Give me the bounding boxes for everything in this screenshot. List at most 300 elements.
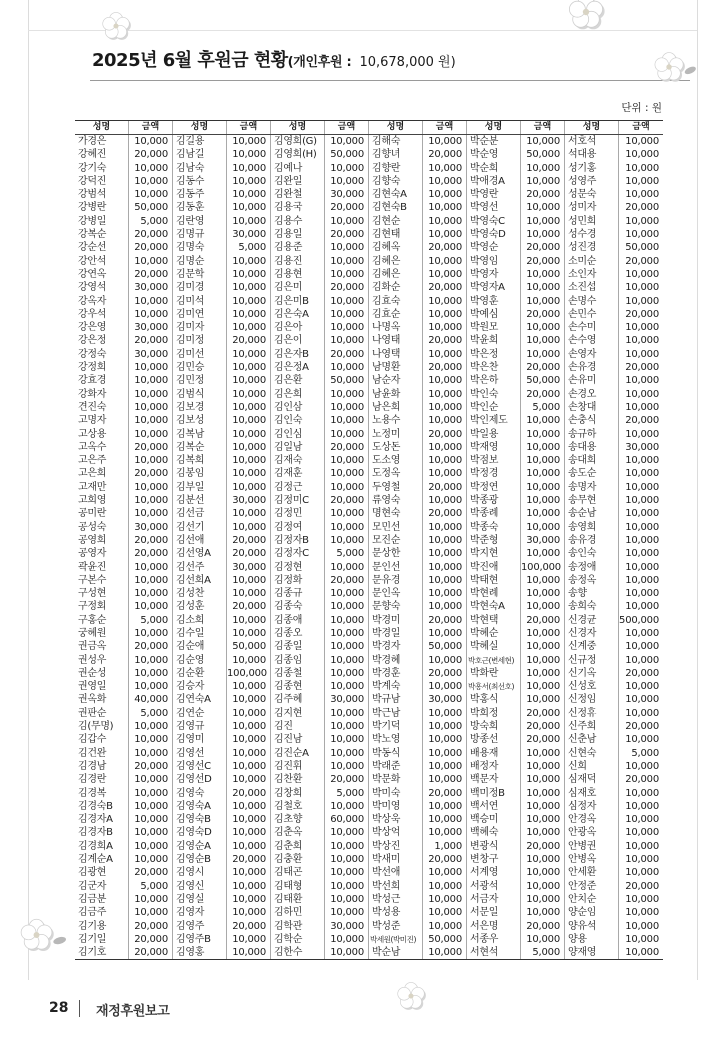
donor-name: 김순환 — [173, 667, 227, 680]
donation-amount: 10,000 — [625, 867, 659, 879]
donor-name: 김경희A — [75, 840, 129, 853]
donor-name: 강안석 — [75, 255, 129, 268]
donor-name: 박점보 — [467, 454, 521, 467]
donation-amount: 20,000 — [521, 255, 565, 268]
donor-name: 김금주 — [75, 906, 129, 919]
donor-name: 남윤화 — [369, 388, 423, 401]
donation-amount: 10,000 — [423, 654, 467, 667]
donor-name: 박애경A — [467, 175, 521, 188]
table-row — [75, 401, 663, 414]
donor-name: 김영희(H) — [271, 148, 325, 161]
donation-amount: 10,000 — [227, 414, 271, 427]
donation-amount: 10,000 — [325, 414, 369, 427]
donor-name: 양재영 — [565, 946, 619, 959]
donation-amount: 10,000 — [521, 334, 565, 347]
donation-amount: 10,000 — [423, 534, 467, 547]
donor-name: 김승자 — [173, 680, 227, 693]
donation-amount: 10,000 — [625, 282, 659, 294]
table-row — [75, 215, 663, 228]
donation-amount: 10,000 — [521, 693, 565, 706]
donor-name: 공영희 — [75, 534, 129, 547]
donation-amount: 10,000 — [227, 135, 271, 148]
donation-amount: 10,000 — [129, 255, 173, 268]
donation-amount: 10,000 — [625, 348, 659, 360]
donation-amount: 30,000 — [325, 188, 369, 201]
donation-amount: 5,000 — [227, 241, 271, 254]
donation-amount: 20,000 — [423, 241, 467, 254]
donation-amount: 10,000 — [625, 175, 659, 187]
donor-name: 박성준 — [369, 920, 423, 933]
donation-amount: 10,000 — [227, 747, 271, 760]
donor-name: 송정옥 — [565, 574, 619, 587]
donor-name: 박경혜 — [369, 654, 423, 667]
donation-amount: 10,000 — [325, 840, 369, 853]
donor-name: 송영희 — [565, 521, 619, 534]
donor-name: 김현숙A — [369, 188, 423, 201]
donor-name: 김경남 — [75, 760, 129, 773]
donation-amount: 20,000 — [423, 614, 467, 627]
donor-name: 박현례 — [467, 587, 521, 600]
donor-name: 김영순B — [173, 853, 227, 866]
donation-amount: 10,000 — [521, 906, 565, 919]
donor-name: 박종광 — [467, 494, 521, 507]
donation-amount: 10,000 — [423, 760, 467, 773]
donor-name: 박혜실 — [467, 640, 521, 653]
donor-name: 김한수 — [271, 946, 325, 959]
flower-decoration-icon — [566, 0, 606, 32]
donation-amount: 10,000 — [325, 295, 369, 308]
donor-name: 김은환 — [271, 374, 325, 387]
header-name-cell: 성명 — [173, 121, 227, 134]
donor-name: 궁혜원 — [75, 627, 129, 640]
donor-name: 박혜순 — [467, 627, 521, 640]
donor-name: 명현숙 — [369, 507, 423, 520]
donation-amount: 10,000 — [227, 148, 271, 161]
donation-amount: 10,000 — [521, 547, 565, 560]
unit-label: 단위 : 원 — [621, 102, 662, 114]
donation-amount: 10,000 — [625, 920, 659, 932]
donation-amount: 10,000 — [129, 680, 173, 693]
donation-amount: 10,000 — [423, 747, 467, 760]
donor-name: 고재만 — [75, 481, 129, 494]
donation-amount: 20,000 — [625, 308, 659, 320]
table-row — [75, 428, 663, 441]
donor-name: 가경은 — [75, 135, 129, 148]
donor-name: 박노영 — [369, 733, 423, 746]
donor-name: 강은정 — [75, 334, 129, 347]
donation-amount: 10,000 — [325, 401, 369, 414]
donation-amount: 10,000 — [227, 295, 271, 308]
donor-name: 송명자 — [565, 481, 619, 494]
donation-amount: 20,000 — [325, 281, 369, 294]
donor-name: 신희 — [565, 760, 619, 773]
table-row — [75, 920, 663, 933]
donor-name: 김창희 — [271, 787, 325, 800]
donor-name: 박재영 — [467, 441, 521, 454]
donor-name: 나명옥 — [369, 321, 423, 334]
donor-name: 박순분 — [467, 135, 521, 148]
donation-amount: 30,000 — [227, 561, 271, 574]
donor-name: 박동식 — [369, 747, 423, 760]
donor-name: 강병일 — [75, 215, 129, 228]
table-row — [75, 135, 663, 148]
donor-name: 소인자 — [565, 268, 619, 281]
donor-name: 곽윤진 — [75, 561, 129, 574]
donation-amount: 20,000 — [325, 574, 369, 587]
donor-name: 김동훈 — [173, 201, 227, 214]
donor-name: 김완일 — [271, 175, 325, 188]
donor-name: 서현석 — [467, 946, 521, 959]
donor-name: 문향숙 — [369, 600, 423, 613]
donor-name: 박예심 — [467, 308, 521, 321]
donation-amount: 30,000 — [129, 521, 173, 534]
donation-amount: 20,000 — [423, 281, 467, 294]
donation-amount: 10,000 — [325, 760, 369, 773]
donor-name: 두영철 — [369, 481, 423, 494]
donor-name: 김재숙 — [271, 454, 325, 467]
donor-name: 김갑수 — [75, 733, 129, 746]
donation-amount: 10,000 — [129, 600, 173, 613]
donor-name: 김선영A — [173, 547, 227, 560]
donor-name: 김영신 — [173, 880, 227, 893]
donor-name: 손충식 — [565, 414, 619, 427]
donation-amount: 10,000 — [423, 813, 467, 826]
donor-name: 김혜은 — [369, 268, 423, 281]
donation-amount: 100,000 — [227, 667, 271, 680]
donation-amount: 20,000 — [521, 241, 565, 254]
donor-name: 신정임 — [565, 693, 619, 706]
donor-name: 남명환 — [369, 361, 423, 374]
donor-name: 박영임 — [467, 255, 521, 268]
donor-name: 김건완 — [75, 747, 129, 760]
donor-name: 남은희 — [369, 401, 423, 414]
header-name-cell: 성명 — [75, 121, 129, 134]
table-row — [75, 494, 663, 507]
donor-name: 박미숙 — [369, 787, 423, 800]
donation-amount: 20,000 — [227, 547, 271, 560]
donation-amount: 10,000 — [423, 201, 467, 214]
donor-name: 김용수 — [271, 215, 325, 228]
donation-amount: 10,000 — [129, 574, 173, 587]
donor-name: 김용준 — [271, 241, 325, 254]
donation-amount: 10,000 — [423, 175, 467, 188]
donation-amount: 20,000 — [423, 428, 467, 441]
donor-name: 김복희 — [173, 454, 227, 467]
donor-name: 김철호 — [271, 800, 325, 813]
donor-name: 성진경 — [565, 241, 619, 254]
donor-name: 김영숙B — [173, 813, 227, 826]
donor-name: 김연숙A — [173, 693, 227, 706]
donor-name: 박상욱 — [369, 813, 423, 826]
donor-name: 박세원(박미진) — [369, 933, 423, 946]
donor-name: 박일용 — [467, 428, 521, 441]
donor-name: 박인숙 — [467, 388, 521, 401]
header-amount-cell: 금액 — [632, 122, 650, 132]
donor-name: 박정경 — [467, 467, 521, 480]
donation-amount: 10,000 — [227, 946, 271, 959]
donation-amount: 10,000 — [625, 335, 659, 347]
table-row — [75, 760, 663, 773]
donation-amount: 30,000 — [129, 321, 173, 334]
donation-amount: 10,000 — [129, 826, 173, 839]
donor-name: 김예나 — [271, 162, 325, 175]
donation-amount: 20,000 — [521, 308, 565, 321]
donor-name: 김민승 — [173, 361, 227, 374]
donation-amount: 50,000 — [227, 640, 271, 653]
table-row — [75, 388, 663, 401]
donation-amount: 10,000 — [625, 707, 659, 719]
donor-name: 김선애 — [173, 534, 227, 547]
donor-name: 구본수 — [75, 574, 129, 587]
donation-amount: 20,000 — [423, 481, 467, 494]
donation-amount: 10,000 — [129, 175, 173, 188]
donor-name: 김경복 — [75, 787, 129, 800]
donor-name: 김선주 — [173, 561, 227, 574]
table-row — [75, 521, 663, 534]
donation-amount: 10,000 — [227, 255, 271, 268]
donor-name: 남순자 — [369, 374, 423, 387]
donor-name: 강옥자 — [75, 295, 129, 308]
donor-name: 김영규 — [173, 720, 227, 733]
donation-amount: 10,000 — [423, 228, 467, 241]
donation-amount: 50,000 — [423, 933, 467, 946]
donor-name: 박화란 — [467, 667, 521, 680]
donation-amount: 10,000 — [325, 893, 369, 906]
donation-amount: 10,000 — [325, 853, 369, 866]
donor-name: 김영자 — [173, 906, 227, 919]
donor-name: 김일남 — [271, 441, 325, 454]
donor-name: 김금분 — [75, 893, 129, 906]
donation-amount: 10,000 — [521, 773, 565, 786]
donor-name: 송도순 — [565, 467, 619, 480]
donation-amount: 30,000 — [521, 534, 565, 547]
donation-amount: 10,000 — [625, 136, 659, 147]
donor-name: 강복순 — [75, 228, 129, 241]
donor-name: 김정자B — [271, 534, 325, 547]
donation-amount: 10,000 — [521, 507, 565, 520]
donation-amount: 10,000 — [625, 229, 659, 241]
donor-name: 양용 — [565, 933, 619, 946]
page-title — [92, 46, 456, 72]
donation-amount: 10,000 — [227, 826, 271, 839]
donation-amount: 10,000 — [625, 760, 659, 772]
donor-name: 김미연 — [173, 308, 227, 321]
donation-amount: 10,000 — [625, 534, 659, 546]
donation-amount: 20,000 — [521, 920, 565, 933]
donor-name: 김현순 — [369, 215, 423, 228]
donation-amount: 10,000 — [129, 361, 173, 374]
donation-amount: 20,000 — [129, 920, 173, 933]
table-row — [75, 614, 663, 627]
donor-name: 안경옥 — [565, 813, 619, 826]
table-row — [75, 880, 663, 893]
donation-amount: 10,000 — [625, 814, 659, 826]
page-frame-left-line — [28, 0, 29, 980]
header-name-cell: 성명 — [271, 121, 325, 134]
donor-name: 송향 — [565, 587, 619, 600]
donor-name: 김향녀 — [369, 148, 423, 161]
donor-name: 박새미 — [369, 853, 423, 866]
donation-amount: 10,000 — [625, 588, 659, 600]
donation-amount: 10,000 — [129, 454, 173, 467]
donor-name: 박영순 — [467, 241, 521, 254]
donor-name: 김종현 — [271, 680, 325, 693]
donor-name: 박현택 — [467, 614, 521, 627]
donation-amount: 10,000 — [227, 707, 271, 720]
donation-amount: 10,000 — [423, 268, 467, 281]
donor-name: 성영주 — [565, 175, 619, 188]
donation-amount: 10,000 — [521, 787, 565, 800]
donation-amount: 10,000 — [423, 707, 467, 720]
donor-name: 김영미 — [173, 733, 227, 746]
donation-amount: 10,000 — [423, 720, 467, 733]
donor-name: 김영순A — [173, 840, 227, 853]
donor-name: 김경숙B — [75, 800, 129, 813]
donation-amount: 10,000 — [325, 600, 369, 613]
donation-amount: 30,000 — [129, 281, 173, 294]
donor-name: 박성근 — [369, 893, 423, 906]
page-frame-right-line — [697, 0, 698, 980]
donor-name: 강정희 — [75, 361, 129, 374]
donation-amount: 5,000 — [631, 747, 659, 759]
donation-amount: 10,000 — [423, 374, 467, 387]
donor-name: 김진남 — [271, 733, 325, 746]
donation-amount: 10,000 — [521, 826, 565, 839]
donation-amount: 10,000 — [423, 321, 467, 334]
donor-name: 김은희 — [271, 388, 325, 401]
donor-name: 나영태 — [369, 334, 423, 347]
donor-name: 신현숙 — [565, 747, 619, 760]
donor-name: 김하민 — [271, 906, 325, 919]
donation-amount: 10,000 — [227, 175, 271, 188]
donor-name: 안병권 — [565, 840, 619, 853]
donor-name: 백서연 — [467, 800, 521, 813]
table-row — [75, 361, 663, 374]
donor-name: 김학관 — [271, 920, 325, 933]
donation-amount: 10,000 — [521, 800, 565, 813]
donation-amount: 10,000 — [325, 507, 369, 520]
flower-decoration-icon — [100, 10, 132, 42]
donor-name: 김동수 — [173, 175, 227, 188]
donor-name: 김향숙 — [369, 175, 423, 188]
donor-name: 김순영 — [173, 654, 227, 667]
donor-name: 김정현 — [271, 561, 325, 574]
donor-name: 김영선C — [173, 760, 227, 773]
donation-amount: 10,000 — [325, 534, 369, 547]
donation-amount: 5,000 — [325, 787, 369, 800]
table-body — [75, 135, 663, 960]
donation-amount: 10,000 — [227, 760, 271, 773]
donor-name: 고은희 — [75, 467, 129, 480]
donation-amount: 20,000 — [129, 547, 173, 560]
donor-name: 김동주 — [173, 188, 227, 201]
table-row — [75, 454, 663, 467]
donor-name: 박원모 — [467, 321, 521, 334]
donation-amount: 10,000 — [625, 548, 659, 560]
table-row — [75, 574, 663, 587]
donation-amount: 10,000 — [129, 494, 173, 507]
donor-name: 양순임 — [565, 906, 619, 919]
donor-name: 문인옥 — [369, 587, 423, 600]
donation-amount: 10,000 — [227, 401, 271, 414]
donor-name: 김미자 — [173, 321, 227, 334]
donation-amount: 10,000 — [227, 893, 271, 906]
donation-amount: 10,000 — [227, 733, 271, 746]
table-row — [75, 481, 663, 494]
donor-name: 김경자B — [75, 826, 129, 839]
donation-amount: 20,000 — [521, 840, 565, 853]
donation-amount: 20,000 — [227, 787, 271, 800]
donation-amount: 50,000 — [423, 640, 467, 653]
table-row — [75, 853, 663, 866]
donation-amount: 10,000 — [521, 866, 565, 879]
donor-name: 송대희 — [565, 454, 619, 467]
donor-name: 손수미 — [565, 321, 619, 334]
footer-divider — [79, 1000, 80, 1017]
donor-name: 김영시 — [173, 866, 227, 879]
donation-amount: 30,000 — [227, 494, 271, 507]
donation-amount: 10,000 — [227, 521, 271, 534]
donation-amount: 10,000 — [227, 162, 271, 175]
table-row — [75, 654, 663, 667]
table-row — [75, 720, 663, 733]
donation-amount: 20,000 — [227, 334, 271, 347]
donor-name: 송유경 — [565, 534, 619, 547]
table-row — [75, 667, 663, 680]
donor-name: 성민희 — [565, 215, 619, 228]
table-row — [75, 374, 663, 387]
table-header-row — [75, 120, 663, 135]
donation-amount: 10,000 — [325, 175, 369, 188]
donor-name: 권금옥 — [75, 640, 129, 653]
donor-name: 김남길 — [173, 148, 227, 161]
donation-amount: 10,000 — [521, 428, 565, 441]
donor-name: 송순남 — [565, 507, 619, 520]
table-row — [75, 334, 663, 347]
table-row — [75, 295, 663, 308]
donation-amount: 10,000 — [227, 933, 271, 946]
donor-name: 박흥서(최선호) — [467, 680, 521, 693]
donor-name: 도소영 — [369, 454, 423, 467]
donation-amount: 10,000 — [423, 600, 467, 613]
donation-amount: 20,000 — [325, 228, 369, 241]
donor-name: 공영자 — [75, 547, 129, 560]
donor-name: 김문학 — [173, 268, 227, 281]
donor-name: 서계영 — [467, 866, 521, 879]
donation-amount: 10,000 — [423, 627, 467, 640]
donation-amount: 50,000 — [325, 148, 369, 161]
donation-amount: 20,000 — [625, 774, 659, 786]
donor-name: 김기호 — [75, 946, 129, 959]
donation-amount: 10,000 — [625, 627, 659, 639]
donation-amount: 40,000 — [129, 693, 173, 706]
donor-name: 신규정 — [565, 654, 619, 667]
donation-amount: 20,000 — [129, 467, 173, 480]
donation-amount: 50,000 — [129, 201, 173, 214]
table-row — [75, 680, 663, 693]
donation-amount: 10,000 — [521, 467, 565, 480]
donor-name: 김순애 — [173, 640, 227, 653]
donation-amount: 10,000 — [227, 348, 271, 361]
donor-name: 고상용 — [75, 428, 129, 441]
table-row — [75, 162, 663, 175]
donation-amount: 10,000 — [521, 215, 565, 228]
donor-name: 박영선 — [467, 201, 521, 214]
donation-amount: 10,000 — [129, 840, 173, 853]
table-row — [75, 148, 663, 161]
donor-name: 김보경 — [173, 401, 227, 414]
donor-name: 김보성 — [173, 414, 227, 427]
